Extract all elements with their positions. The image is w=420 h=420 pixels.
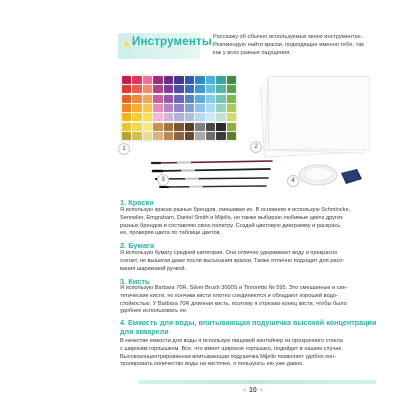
star-icon: ✦ <box>258 388 264 394</box>
paint-swatch <box>195 132 204 140</box>
paint-swatch <box>227 76 236 84</box>
paint-swatch <box>185 123 194 131</box>
section-4-title: 4. Емкость для воды, впитывающая подушечка высокой концентрации для акварели <box>120 318 377 336</box>
footer-band <box>138 380 376 384</box>
paint-swatch <box>132 132 141 140</box>
paint-swatch <box>122 85 131 93</box>
paint-swatch <box>195 76 204 84</box>
paint-swatch <box>185 76 194 84</box>
paint-swatch <box>132 113 141 121</box>
paint-swatch <box>132 76 141 84</box>
paint-swatch <box>206 132 215 140</box>
paint-swatch <box>153 85 162 93</box>
paint-swatch <box>174 113 183 121</box>
paint-swatch <box>164 95 173 103</box>
paint-swatch <box>206 76 215 84</box>
paint-swatch <box>153 95 162 103</box>
paint-swatch <box>216 85 225 93</box>
paint-swatch <box>143 132 152 140</box>
star-icon: ✦ <box>242 388 248 394</box>
paint-swatch <box>216 104 225 112</box>
figure-label-4: 4 <box>287 175 299 187</box>
paint-swatch <box>164 123 173 131</box>
page-number: ✦ 10 ✦ <box>242 387 264 394</box>
paint-swatch <box>174 76 183 84</box>
paint-swatch <box>185 104 194 112</box>
section-4-text: В качестве емкости для воды я использую пищевой контейнер из прозрачного стекла с широким горлышком. Все, что имеет широкое горлышко, подойдет в нашем случае. Высококонцентрированная впитывающая подушечка Mijello позволяет удобно кон- тролировать количество воды на кисточке, я пользуюсь ею уже давно. <box>120 338 344 368</box>
paint-swatch <box>185 132 194 140</box>
paint-swatch <box>195 123 204 131</box>
paint-swatch <box>216 113 225 121</box>
paint-swatch <box>174 95 183 103</box>
paint-swatch <box>185 95 194 103</box>
paint-swatch <box>206 104 215 112</box>
paint-swatch <box>132 85 141 93</box>
title-bullet <box>124 42 129 47</box>
paint-swatch <box>122 113 131 121</box>
paint-swatch <box>216 132 225 140</box>
section-2-text: Я использую бумагу средней категории. Она отлично удерживает воду и прекрасно сохнет, не вышегая даже после высыхания краски. Также отлично подходит для рисо- вания шариковой ручкой. <box>120 250 345 272</box>
paint-swatch <box>174 104 183 112</box>
intro-text: Расскажу об обычно используемых мною инструментах. Рекомендую найти краски, подходящие именно тебе, так как у всех разные ощущения. <box>213 34 364 56</box>
paint-swatch <box>227 132 236 140</box>
page-title: Инструменты <box>132 36 212 48</box>
paint-swatch <box>122 76 131 84</box>
paint-swatch <box>227 104 236 112</box>
absorbent-pad-image <box>339 168 363 185</box>
paint-swatch <box>132 104 141 112</box>
paint-swatch <box>153 76 162 84</box>
paint-swatch <box>122 132 131 140</box>
paint-swatch <box>195 95 204 103</box>
paint-swatch <box>195 85 204 93</box>
paint-swatch <box>153 113 162 121</box>
paper-sheet-front <box>268 76 370 150</box>
paint-swatch <box>143 113 152 121</box>
paint-swatch <box>195 104 204 112</box>
paint-swatch <box>206 123 215 131</box>
section-1-title: 1. Краски <box>120 198 154 207</box>
section-3-title: 3. Кисть <box>120 277 150 286</box>
paint-palette-image <box>120 74 238 142</box>
section-1-text: Я использую краски разных брендов, смешивая их. В основном я использую Schmincke, Sennelier, Emgraham, Daniel Smith и Mijello, но также выбираю любимые цвета других разных брендов и составляю свою палитру. Создай цветовую диаграмму и раскрась ее, проверяя цвета по таблице цветов. <box>120 207 351 237</box>
paint-swatch <box>174 85 183 93</box>
paint-swatch <box>153 104 162 112</box>
paint-swatch <box>206 85 215 93</box>
paint-swatch <box>216 76 225 84</box>
paint-swatch <box>195 113 204 121</box>
paint-swatch <box>174 132 183 140</box>
paint-swatch <box>227 85 236 93</box>
paint-swatch <box>227 113 236 121</box>
paint-swatch <box>216 95 225 103</box>
paint-swatch <box>143 95 152 103</box>
water-container-image <box>297 163 339 187</box>
paint-swatch <box>132 123 141 131</box>
figure-label-1: 1 <box>118 143 130 155</box>
paint-swatch <box>164 104 173 112</box>
paint-swatch <box>206 95 215 103</box>
paint-swatch <box>185 113 194 121</box>
paint-swatch <box>216 123 225 131</box>
paint-swatch <box>164 76 173 84</box>
paint-swatch <box>143 85 152 93</box>
paint-swatch <box>143 76 152 84</box>
paint-swatch <box>122 104 131 112</box>
figure-label-2: 2 <box>250 141 262 153</box>
paint-swatch <box>164 85 173 93</box>
paint-swatch <box>132 95 141 103</box>
paint-swatch <box>122 123 131 131</box>
paint-swatch <box>122 95 131 103</box>
paint-swatch <box>174 123 183 131</box>
section-3-text: Я использую Barbara 70R, Silver Brush 3000S и Tintoretto № 595. Это смешанные и син- тетические кисти, но кончики кисти плотно соединяются и обладают хорошей водо- стойкостью. У Barbara 70R длинная кисть, поэтому я отрезаю конец кисти, чтобы было удобнее использовать ее. <box>120 285 348 315</box>
paint-swatch <box>143 123 152 131</box>
paint-swatch <box>206 113 215 121</box>
paint-swatch <box>227 95 236 103</box>
section-2-title: 2. Бумага <box>120 241 155 250</box>
figure-label-3: 3 <box>157 174 169 186</box>
paint-swatch <box>153 132 162 140</box>
paint-swatch <box>143 104 152 112</box>
paint-swatch <box>185 85 194 93</box>
paint-swatch <box>164 113 173 121</box>
paint-swatch <box>153 123 162 131</box>
brushes-image <box>150 158 275 192</box>
paint-swatch <box>164 132 173 140</box>
paint-swatch <box>227 123 236 131</box>
